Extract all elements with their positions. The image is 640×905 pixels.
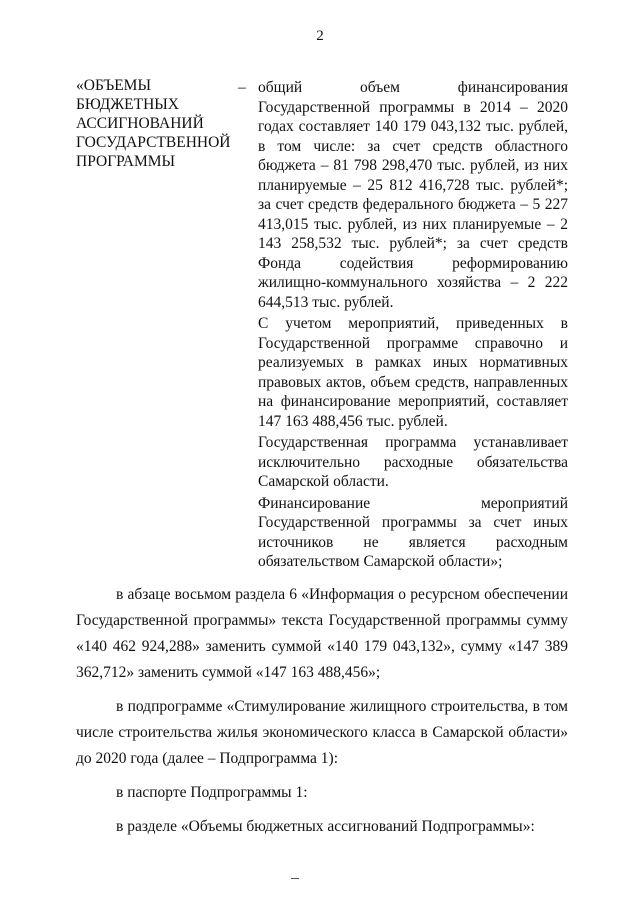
financing-paragraph-reference: С учетом мероприятий, приведенных в Государственной программе справочно и реализуемых в рамках иных нормативных правовых актов, объем средств, направленных на финансирование мероприятий, составляет 147 163 488,456 тыс. рублей.: [258, 315, 568, 430]
body-paragraph: в паспорте Подпрограммы 1:: [116, 784, 308, 801]
financing-paragraph-obligations: Государственная программа устанавливает исключительно расходные обязательства Самарской области.: [258, 434, 568, 490]
financing-description: [258, 78, 568, 572]
document-body: [76, 582, 568, 848]
financing-paragraph-other-sources: Финансирование мероприятий Государственной программы за счет иных источников не является расходным обязательством Самарской области»;: [258, 494, 568, 570]
body-paragraph: в разделе «Объемы бюджетных ассигнований Подпрограммы»:: [116, 818, 535, 835]
financing-paragraph-total: общий объем финансирования Государственной программы в 2014 – 2020 годах составляет 140 179 043,132 тыс. рублей, в том числе: за счет средств областного бюджета – 81 798 298,470 тыс. рублей, из них планируемые – 25 812 416,728 тыс. рублей*; за счет средств федерального бюджета – 5 227 413,015 тыс. рублей, из них планируемые – 2 143 258,532 тыс. рублей*; за счет средств Фонда содействия реформированию жилищно-коммунального хозяйства – 2 222 644,513 тыс. рублей.: [258, 79, 568, 311]
footer-mark: [291, 878, 299, 879]
body-paragraph: в подпрограмме «Стимулирование жилищного строительства, в том числе строительства жилья экономического класса в Самарской области» до 2020 года (далее – Подпрограмма 1):: [76, 698, 568, 767]
page-number: 2: [316, 28, 324, 44]
section-heading: «ОБЪЕМЫ БЮДЖЕТНЫХ АССИГНОВАНИЙ ГОСУДАРСТВЕННОЙ ПРОГРАММЫ: [76, 77, 231, 170]
heading-dash: –: [238, 79, 246, 96]
body-paragraph: в абзаце восьмом раздела 6 «Информация о ресурсном обеспечении Государственной программы» текста Государственной программы сумму «140 462 924,288» заменить суммой «140 179 043,132», сумму «147 389 362,712» заменить суммой «147 163 488,456»;: [76, 586, 568, 681]
